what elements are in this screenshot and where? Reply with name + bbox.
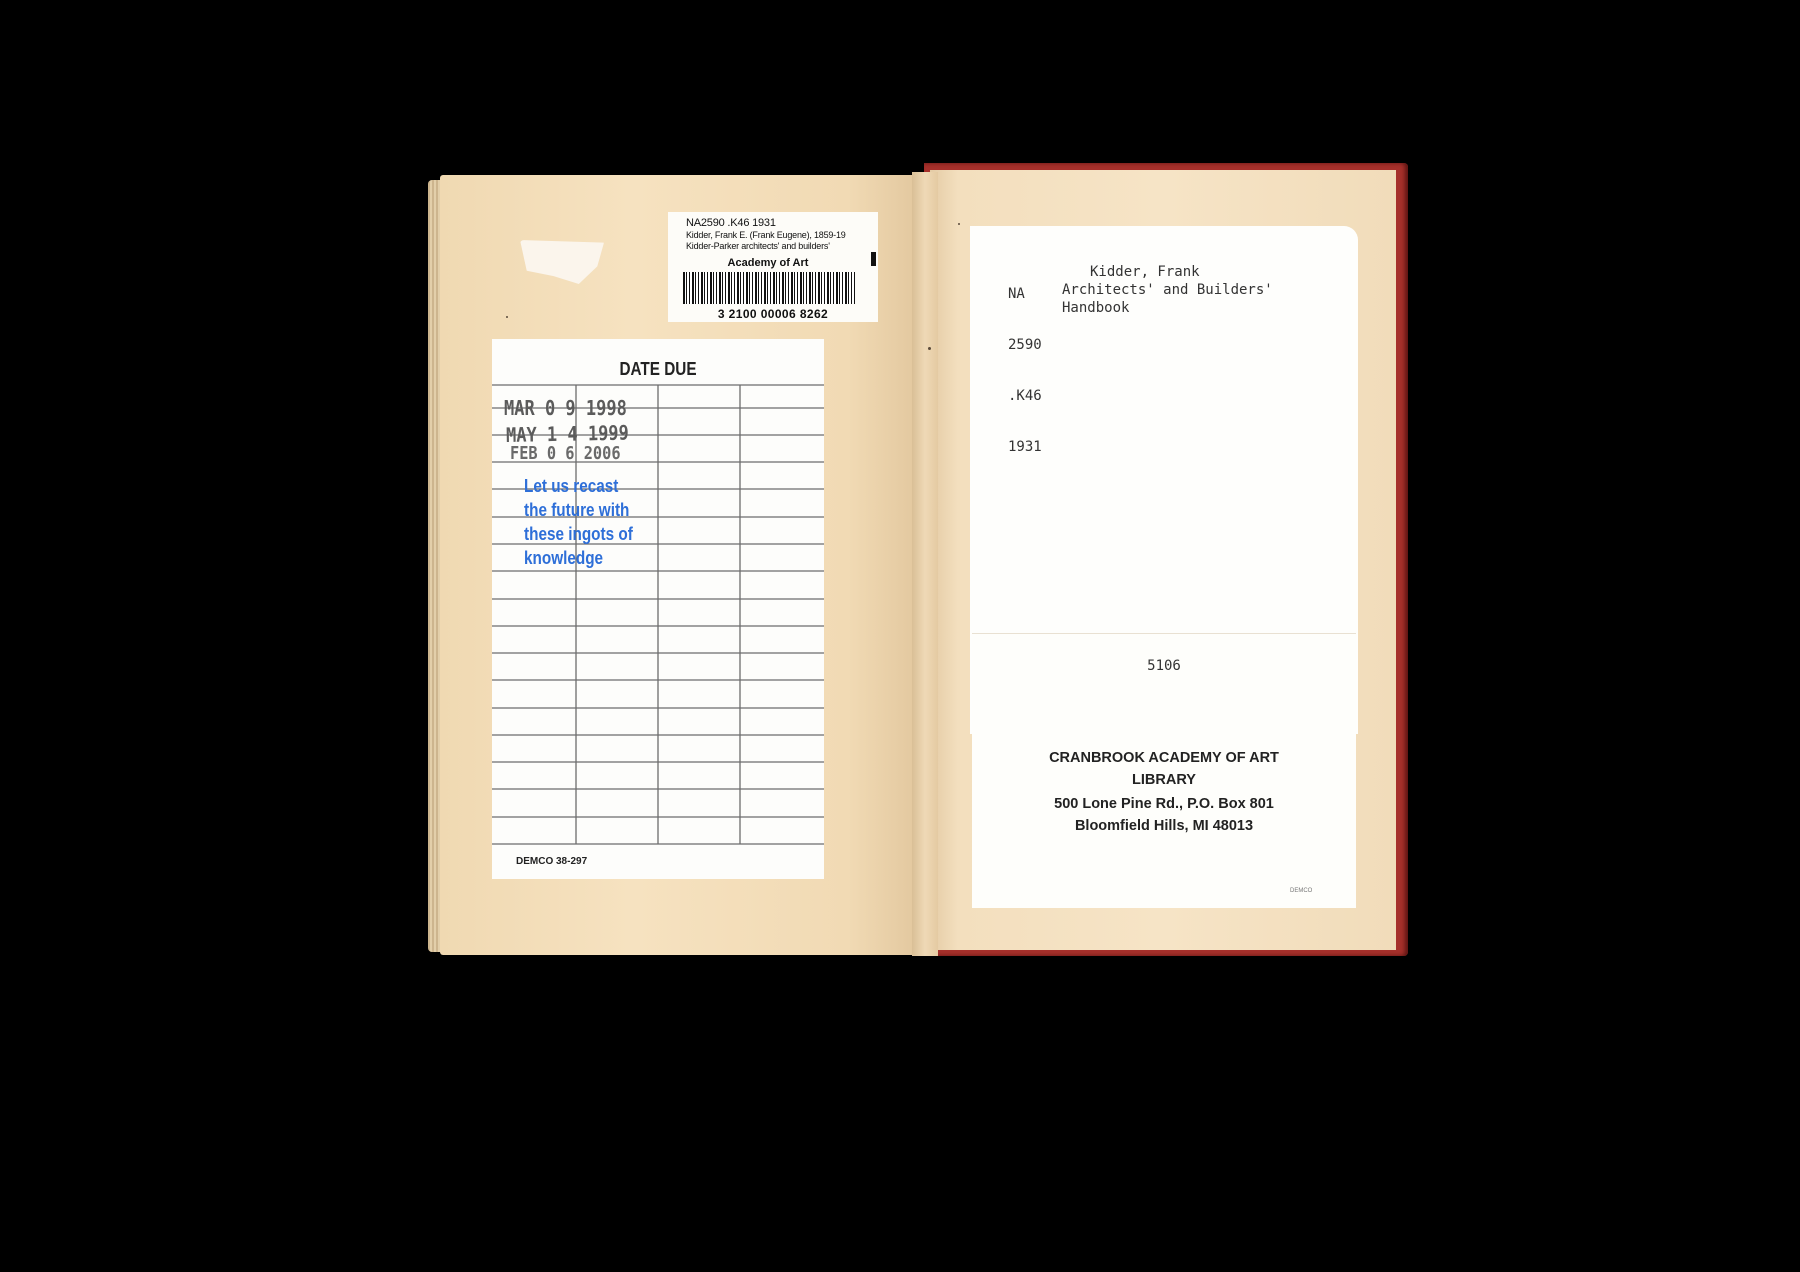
due-stamp-2: MAY 1 4 1999	[505, 420, 629, 447]
demco-footer: DEMCO 38-297	[516, 856, 588, 867]
date-due-title: DATE DUE	[619, 359, 697, 379]
library-address: 500 Lone Pine Rd., P.O. Box 801	[1054, 796, 1274, 812]
label-call-number: NA2590 .K46 1931	[686, 217, 776, 229]
catalog-title-line2: Handbook	[1062, 300, 1130, 316]
date-due-card	[492, 339, 824, 879]
pocket-number: 5106	[1147, 658, 1181, 674]
library-city: Bloomfield Hills, MI 48013	[1074, 818, 1254, 834]
label-title: Kidder-Parker architects' and builders'	[686, 241, 830, 251]
call-line: .K46	[1008, 388, 1042, 404]
barcode-label	[668, 212, 878, 322]
call-line: NA	[1008, 286, 1025, 302]
motto-line: the future with	[524, 500, 630, 520]
barcode-icon	[683, 272, 855, 304]
motto-line: knowledge	[524, 548, 604, 568]
book-gutter	[912, 172, 938, 956]
motto-line: Let us recast	[524, 476, 619, 496]
pocket-maker: DEMCO	[1290, 888, 1313, 894]
page-speck	[506, 316, 508, 318]
motto-stamp	[524, 474, 660, 570]
label-author: Kidder, Frank E. (Frank Eugene), 1859-19	[686, 230, 846, 240]
call-line: 2590	[1008, 337, 1042, 353]
due-stamp-1: MAR 0 9 1998	[504, 396, 627, 420]
call-line: 1931	[1008, 439, 1042, 455]
library-name: CRANBROOK ACADEMY OF ART	[1049, 750, 1279, 766]
barcode-number: 3 2100 00006 8262	[717, 307, 829, 321]
catalog-call-number	[1008, 252, 1059, 490]
page-speck	[928, 347, 931, 350]
page-speck	[958, 223, 960, 225]
label-mark	[871, 252, 876, 266]
label-institution: Academy of Art	[727, 257, 809, 269]
motto-line: these ingots of	[524, 524, 633, 544]
due-stamp-3: FEB 0 6 2006	[510, 443, 621, 464]
library-label: LIBRARY	[1132, 772, 1196, 788]
catalog-title: Architects' and Builders'	[1062, 282, 1273, 298]
catalog-author: Kidder, Frank	[1090, 264, 1200, 280]
card-pocket	[972, 634, 1356, 908]
